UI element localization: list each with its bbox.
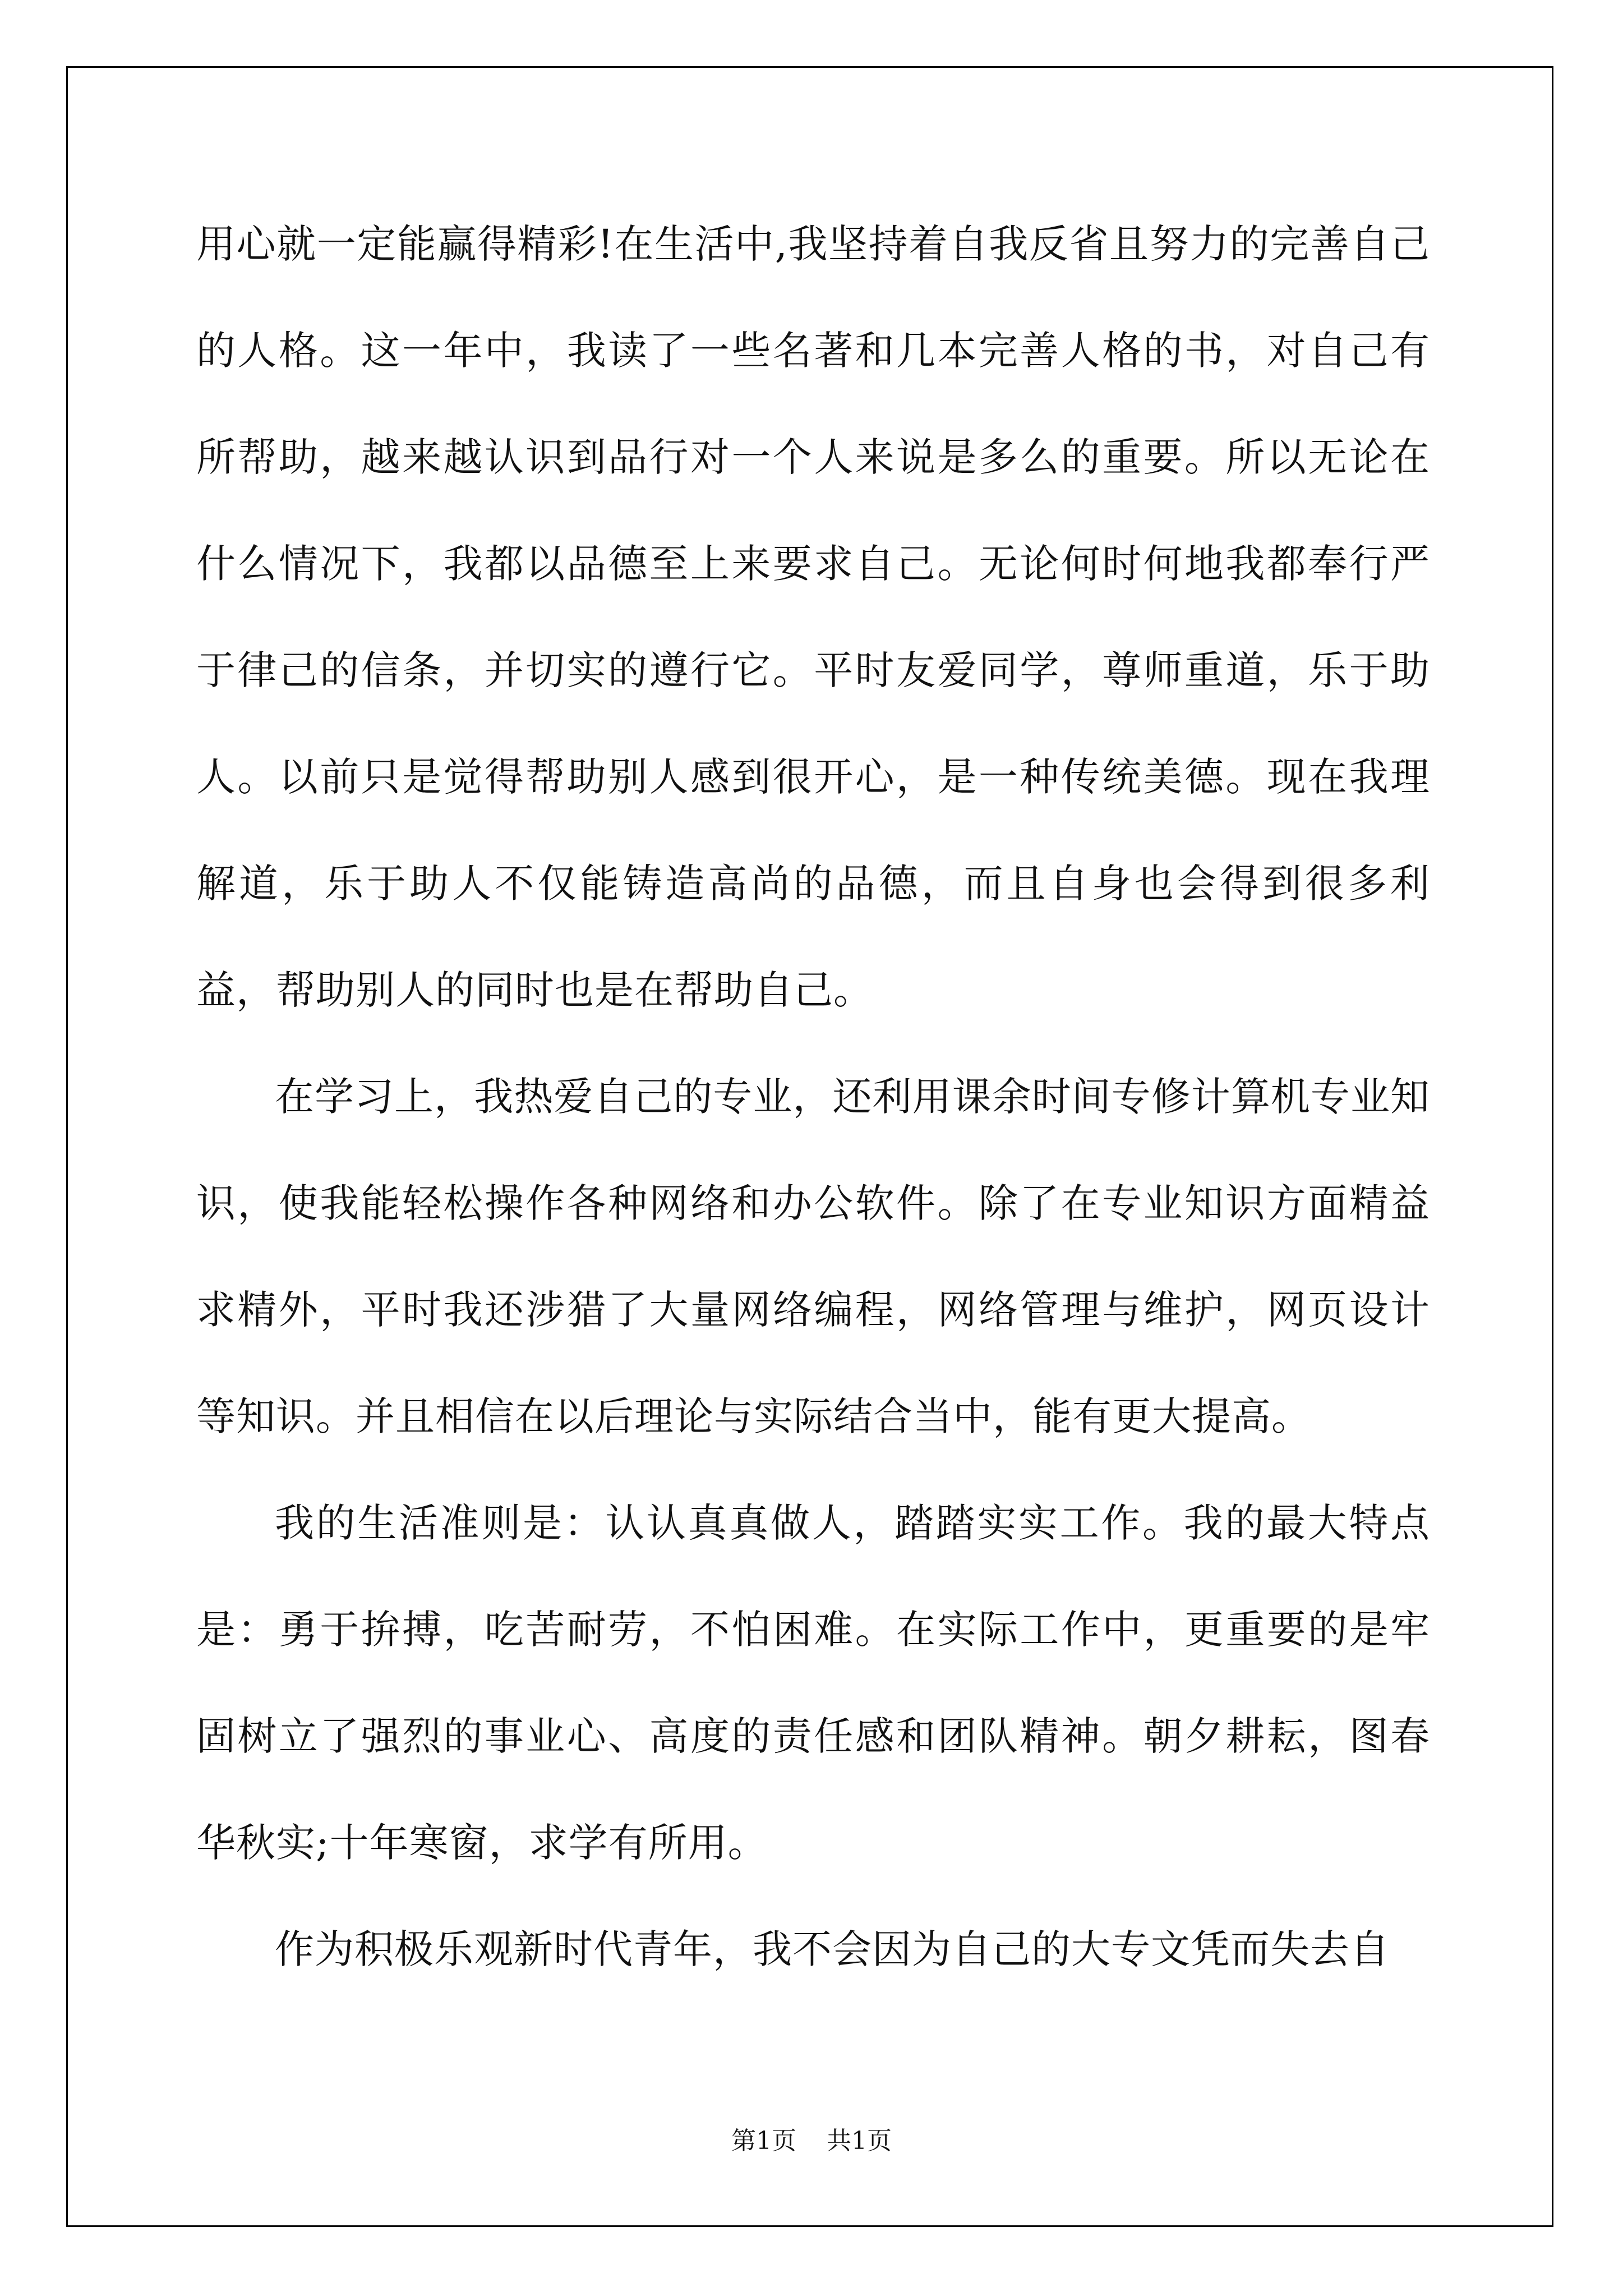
paragraph-2: 在学习上，我热爱自己的专业，还利用课余时间专修计算机专业知识，使我能轻松操作各种网络和办公软件。除了在专业知识方面精益求精外，平时我还涉猎了大量网络编程，网络管理与维护，网页设计等知识。并且相信在以后理论与实际结合当中，能有更大提高。 <box>196 1074 1430 1439</box>
paragraph-4: 作为积极乐观新时代青年，我不会因为自己的大专文凭而失去自 <box>275 1926 1390 1972</box>
page-number-current: 第1页 <box>731 2127 796 2155</box>
document-body <box>196 191 1430 2003</box>
page-number-total: 共1页 <box>827 2127 892 2155</box>
paragraph-1: 用心就一定能赢得精彩!在生活中,我坚持着自我反省且努力的完善自己的人格。这一年中，我读了一些名著和几本完善人格的书，对自己有所帮助，越来越认识到品行对一个人来说是多么的重要。所以无论在什么情况下，我都以品德至上来要求自己。无论何时何地我都奉行严于律己的信条，并切实的遵行它。平时友爱同学，尊师重道，乐于助人。以前只是觉得帮助别人感到很开心，是一种传统美德。现在我理解道，乐于助人不仅能铸造高尚的品德，而且自身也会得到很多利益，帮助别人的同时也是在帮助自己。 <box>196 221 1430 1013</box>
paragraph-3: 我的生活准则是：认认真真做人，踏踏实实工作。我的最大特点是：勇于拚搏，吃苦耐劳，不怕困难。在实际工作中，更重要的是牢固树立了强烈的事业心、高度的责任感和团队精神。朝夕耕耘，图春华秋实;十年寒窗，求学有所用。 <box>196 1500 1430 1866</box>
page-footer <box>0 2120 1623 2156</box>
